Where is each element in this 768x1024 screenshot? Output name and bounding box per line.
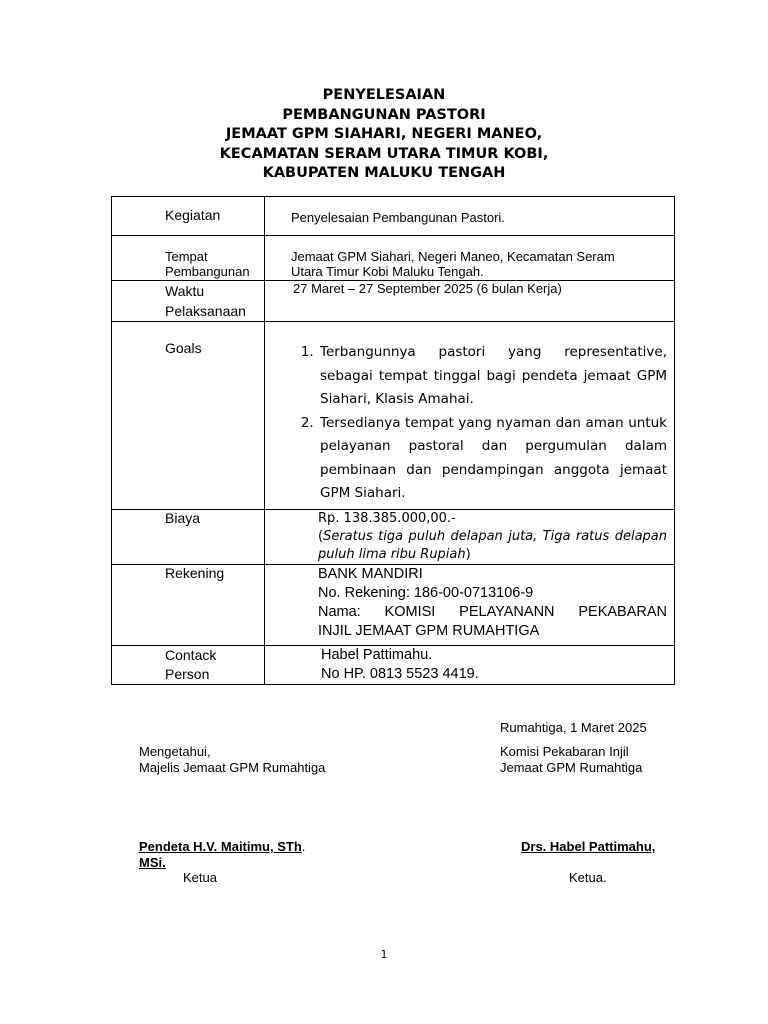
title-line: JEMAAT GPM SIAHARI, NEGERI MANEO, (225, 126, 543, 142)
title-line: PENYELESAIAN (322, 87, 446, 103)
table-row-contact (112, 646, 675, 685)
contact-value (265, 646, 674, 684)
left-name-dot: . (301, 839, 306, 854)
waktu-label-line: Waktu (165, 283, 205, 299)
left-signatory-name (139, 839, 305, 871)
kegiatan-label: Kegiatan (165, 207, 221, 223)
account-name-line: Nama: KOMISI PELAYANANN PEKABARAN (318, 604, 667, 620)
right-heading-line: Jemaat GPM Rumahtiga (500, 760, 643, 775)
contact-label-line: Contack (165, 647, 217, 663)
left-name: Pendeta H.V. Maitimu, STh (139, 839, 302, 854)
contact-label (112, 646, 264, 684)
table-row-biaya (112, 510, 675, 565)
account-number: No. Rekening: 186-00-0713106-9 (318, 585, 534, 601)
tempat-label (112, 236, 264, 279)
title-line: KECAMATAN SERAM UTARA TIMUR KOBI, (219, 145, 549, 162)
right-signatory-role: Ketua. (569, 870, 607, 885)
right-signatory-heading (500, 744, 642, 776)
contact-phone: No HP. 0813 5523 4419. (321, 666, 479, 682)
tempat-value-line: Utara Timur Kobi Maluku Tengah. (291, 264, 484, 279)
goals-label: Goals (165, 340, 202, 356)
left-name-degree: MSi. (139, 855, 166, 870)
tempat-label-line: Tempat (165, 249, 208, 264)
table-row-rekening (112, 565, 675, 646)
document-title (0, 86, 768, 184)
rekening-label: Rekening (165, 565, 225, 581)
goal-item: 2. Tersedianya tempat yang nyaman dan aman untuk pelayanan pastoral dan pergumulan dalam pembinaan dan pendampingan anggota jemaat GPM Siahari. (318, 412, 667, 506)
title-line: KABUPATEN MALUKU TENGAH (262, 165, 506, 181)
paren-close: ) (465, 547, 471, 562)
left-signatory-role: Ketua (183, 870, 217, 885)
tempat-value (265, 236, 674, 279)
goals-list (265, 322, 674, 506)
right-heading-line: Komisi Pekabaran Injil (500, 744, 629, 759)
contact-label-line: Person (165, 666, 210, 682)
biaya-value (265, 510, 674, 564)
page-number: 1 (380, 948, 388, 961)
account-name-line: INJIL JEMAAT GPM RUMAHTIGA (318, 623, 540, 639)
bank-name: BANK MANDIRI (318, 566, 423, 582)
right-signatory-name: Drs. Habel Pattimahu, (521, 839, 656, 854)
rekening-value (265, 565, 674, 641)
table-row-waktu (112, 281, 675, 322)
waktu-value: 27 Maret – 27 September 2025 (6 bulan Kerja) (293, 281, 562, 296)
tempat-label-line: Pembangunan (165, 264, 250, 279)
left-heading-line: Majelis Jemaat GPM Rumahtiga (139, 760, 326, 775)
biaya-amount-words: Seratus tiga puluh delapan juta, Tiga ratus delapan puluh lima ribu Rupiah (318, 529, 667, 562)
activity-info-table (111, 196, 675, 685)
place-date: Rumahtiga, 1 Maret 2025 (500, 720, 647, 735)
contact-name: Habel Pattimahu. (321, 647, 433, 663)
table-row-kegiatan (112, 197, 675, 236)
table-row-goals (112, 322, 675, 510)
biaya-amount: Rp. 138.385.000,00.- (318, 511, 456, 526)
title-line: PEMBANGUNAN PASTORI (282, 106, 486, 123)
kegiatan-value: Penyelesaian Pembangunan Pastori. (291, 210, 505, 225)
left-heading-line: Mengetahui, (139, 744, 211, 759)
left-signatory-heading (139, 744, 325, 776)
table-row-tempat (112, 236, 675, 281)
goal-item: 1. Terbangunnya pastori yang representative, sebagai tempat tinggal bagi pendeta jemaat GPM Siahari, Klasis Amahai. (318, 341, 667, 412)
waktu-label-line: Pelaksanaan (165, 303, 246, 319)
paren-open: ( (318, 529, 324, 544)
tempat-value-line: Jemaat GPM Siahari, Negeri Maneo, Kecamatan Seram (291, 249, 615, 264)
waktu-label (112, 281, 264, 321)
biaya-label: Biaya (165, 510, 201, 526)
